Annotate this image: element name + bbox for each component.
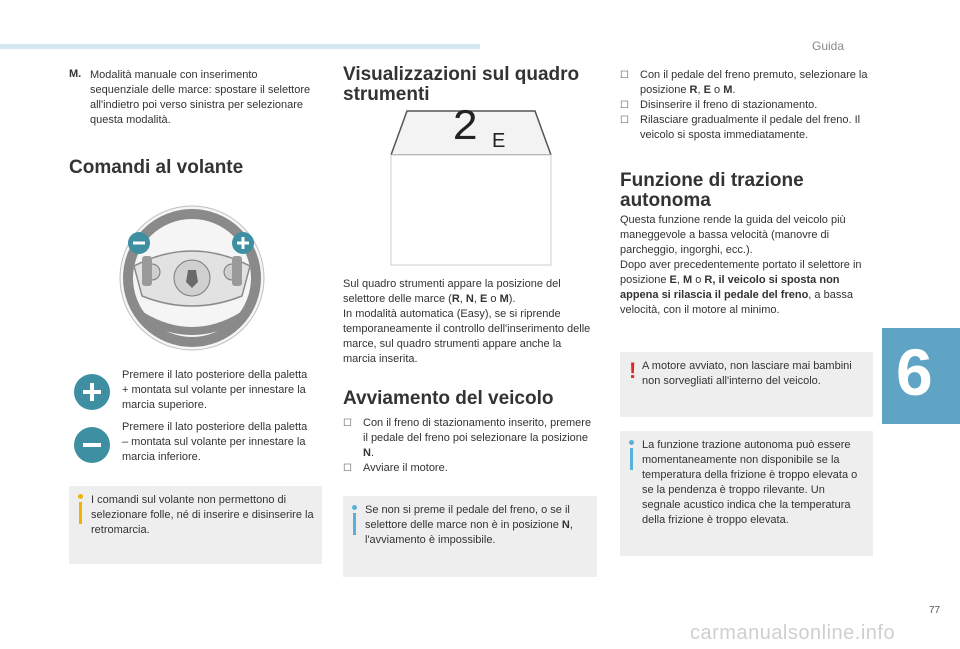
step-item: ☐ Rilasciare gradualmente il pedale del freno. Il veicolo si sposta immediatamente. (620, 114, 861, 141)
heading-vehicle-start: Avviamento del veicolo (343, 388, 554, 409)
info-note-start: Se non si preme il pedale del freno, o se il selettore delle marce non è in posizione N, l'avviamento è impossibile. (343, 496, 597, 577)
header-bar (0, 44, 480, 49)
instrument-text: Sul quadro strumenti appare la posizione del selettore delle marce (R, N, E o M). In modalità automatica (Easy), se si riprende temporaneamente il controllo dell'inserimento delle marce, sul quadro strumenti appare anche la marcia inserita. (343, 278, 591, 365)
plus-paddle-icon (232, 232, 254, 254)
info-icon (78, 494, 83, 499)
minus-paddle-text: Premere il lato posteriore della paletta – montata sul volante per innestare la marcia inferiore. (122, 421, 308, 463)
autonomous-traction-text: Questa funzione rende la guida del veicolo più maneggevole a bassa velocità (manovre di parcheggio, ingorghi, ecc.). Dopo aver precedentemente portato il selettore in posizione E, M o R, il veicolo si sposta non appena si rilascia il pedale del freno, a bassa velocità, con il motore al minimo. (620, 214, 862, 316)
info-note-traction: La funzione trazione autonoma può essere momentaneamente non disponibile se la temperatura della frizione è troppo elevata o se la pendenza è troppo rilevante. Un segnale acustico indica che la temperatura della frizione è troppo elevata. (620, 431, 873, 556)
info-icon (352, 505, 357, 510)
info-icon (629, 440, 634, 445)
step-item: ☐ Con il freno di stazionamento inserito, premere il pedale del freno poi selezionare la posizione N. (343, 417, 592, 459)
gear-digit: 2 (452, 103, 479, 153)
heading-instrument-display: Visualizzazioni sul quadro strumenti (343, 64, 580, 105)
plus-paddle-text: Premere il lato posteriore della paletta + montata sul volante per innestare la marcia superiore. (122, 369, 308, 411)
checkbox-icon: ☐ (620, 100, 629, 111)
plus-icon (74, 374, 110, 410)
info-note-steering: I comandi sul volante non permettono di selezionare folle, né di inserire e disinserire la retromarcia. (69, 486, 322, 564)
start-steps (343, 416, 595, 476)
start-steps-continued (620, 68, 876, 143)
warning-icon: ! (629, 358, 637, 383)
checkbox-icon: ☐ (620, 115, 629, 126)
heading-steering-controls: Comandi al volante (69, 157, 244, 178)
page-number: 77 (929, 605, 941, 616)
minus-paddle-icon (128, 232, 150, 254)
step-item: ☐ Disinserire il freno di stazionamento. (620, 99, 818, 111)
checkbox-icon: ☐ (343, 463, 352, 474)
heading-autonomous-traction: Funzione di trazione autonoma (620, 170, 804, 211)
chapter-tab: 6 (882, 328, 960, 424)
steering-wheel-illustration (112, 196, 272, 356)
section-title: Guida (812, 39, 845, 53)
gear-mode-letter: E (492, 130, 506, 152)
warning-note: ! A motore avviato, non lasciare mai bambini non sorvegliati all'interno del veicolo. (620, 352, 873, 417)
checkbox-icon: ☐ (343, 418, 352, 429)
step-item: ☐ Avviare il motore. (343, 462, 448, 474)
step-item: ☐ Con il pedale del freno premuto, selezionare la posizione R, E o M. (620, 69, 868, 96)
mode-m-item: M. Modalità manuale con inserimento sequenziale delle marce: spostare il selettore all'indietro poi verso sinistra per selezionare questa modalità. (69, 68, 311, 126)
minus-icon (74, 427, 110, 463)
watermark: carmanualsonline.info (690, 622, 896, 644)
checkbox-icon: ☐ (620, 70, 629, 81)
